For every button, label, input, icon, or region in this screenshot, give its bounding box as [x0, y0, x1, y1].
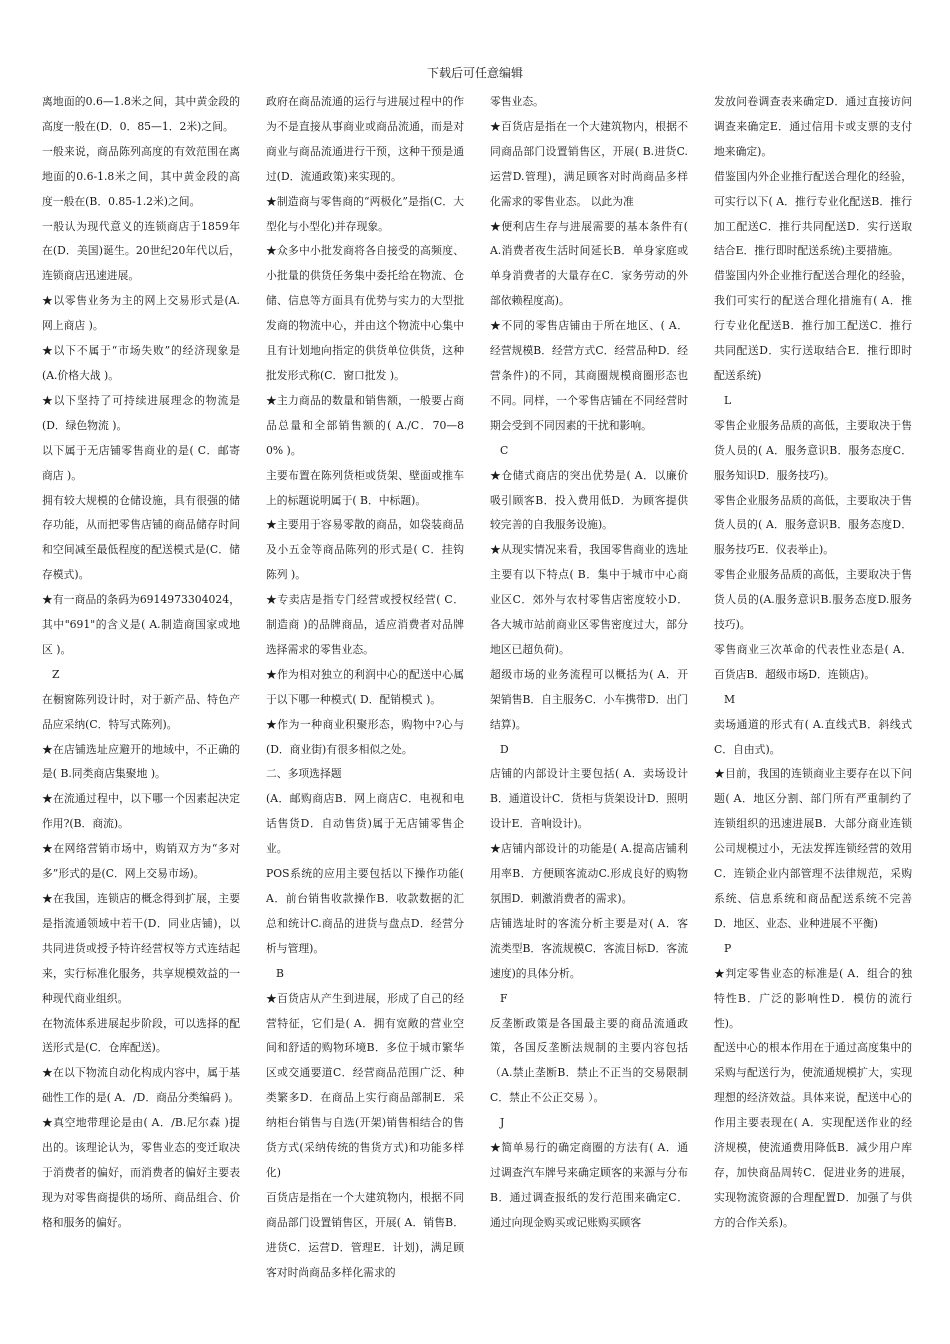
question-paragraph: ★真空地带理论是由( A．/B.尼尔森 )提出的。该理论认为，零售业态的变迁取决于消费者的偏好，而消费者的偏好主要表现为对零售商提供的场所、商品组合、价格和服务的偏好。 [42, 1116, 240, 1229]
question-paragraph: 超级市场的业务流程可以概括为( A．开架销售B．自主服务C．小车携带D．出门结算)。 [490, 667, 688, 731]
question-paragraph: 一般来说，商品陈列高度的有效范围在离地面的0.6-1.8米之间，其中黄金段的高度一般在(B．0.85-1.2米)之间。 [42, 144, 240, 208]
question-paragraph: ★在我国，连锁店的概念得到扩展，主要是指流通领域中若干(D．同业店铺)，以共同进货或授予特许经营权等方式连结起来，实行标准化服务，共享规模效益的一种现代商业组织。 [42, 892, 240, 1005]
question-paragraph: 零售企业服务品质的高低，主要取决于售货人员的( A．服务意识B．服务态度C．服务知识D．服务技巧)。 [714, 418, 912, 482]
question-paragraph: ★在店铺选址应避开的地域中，不正确的是( B.同类商店集聚地 )。 [42, 742, 240, 781]
question-paragraph: ★目前，我国的连锁商业主要存在以下问题( A．地区分割、部门所有严重制约了连锁组织的迅速进展B．大部分商业连锁公司规模过小，无法发挥连锁经营的效用C．连锁企业内部管理不法律规范，采购系统、信息系统和商品配送系统不完善D．地区、业态、业种进展不平衡) [714, 767, 912, 930]
text-column-2 [266, 90, 464, 1290]
question-paragraph: 卖场通道的形式有( A.直线式B．斜线式C．自由式)。 [714, 717, 912, 756]
question-paragraph: 二、多项选择题 [266, 767, 342, 781]
question-paragraph: 百货店是指在一个大建筑物内，根据不同商品部门设置销售区，开展( A．销售B．进货C．运营D．管理E．计划)，满足顾客对时尚商品多样化需求的 [266, 1190, 464, 1279]
section-letter-heading: Z [52, 667, 60, 681]
document-body [42, 90, 912, 1290]
question-paragraph: ★专卖店是指专门经营或授权经营( C．制造商 )的品牌商品，适应消费者对品牌选择需求的零售业态。 [266, 593, 464, 656]
page-header: 下载后可任意编辑 [426, 66, 523, 80]
question-paragraph: ★从现实情况来看，我国零售商业的选址主要有以下特点( B．集中于城市中心商业区C．郊外与农村零售店密度较小D．各大城市站前商业区零售密度过大，部分地区已超负荷)。 [490, 543, 688, 656]
question-paragraph: 零售业态。 [490, 95, 544, 108]
text-column-1 [42, 90, 240, 1290]
question-paragraph: ★百货店是指在一个大建筑物内，根据不同商品部门设置销售区，开展( B.进货C.运营D.管理)，满足顾客对时尚商品多样化需求的零售业态。 以此为准 [490, 119, 688, 208]
question-paragraph: POS系统的应用主要包括以下操作功能( A．前台销售收款操作B．收款数据的汇总和统计C.商品的进货与盘点D．经营分析与管理)。 [266, 867, 464, 955]
question-paragraph: ★众多中小批发商将各自接受的高频度、小批量的供货任务集中委托给在物流、仓储、信息等方面具有优势与实力的大型批发商的物流中心，并由这个物流中心集中且有计划地向指定的供货单位供货，这种批发形式称(C．窗口批发 )。 [266, 244, 464, 382]
section-letter-heading: M [724, 692, 736, 706]
question-paragraph: 在物流体系进展起步阶段，可以选择的配送形式是(C．仓库配送)。 [42, 1016, 240, 1055]
question-paragraph: 离地面的0.6—1.8米之间，其中黄金段的高度一般在(D．0．85—1．2米)之间。 [42, 95, 240, 133]
section-letter-heading: D [500, 742, 509, 756]
question-paragraph: ★判定零售业态的标准是( A．组合的独特性B．广泛的影响性D．模仿的流行性)。 [714, 966, 912, 1030]
question-paragraph: ★作为相对独立的利润中心的配送中心属于以下哪一种模式( D．配销模式 )。 [266, 667, 464, 706]
text-column-4 [714, 90, 912, 1290]
question-paragraph: ★在流通过程中，以下哪一个因素起决定作用?(B．商流)。 [42, 792, 240, 831]
question-paragraph: 店铺的内部设计主要包括( A．卖场设计B．通道设计C．货柜与货架设计D．照明设计E．音响设计)。 [490, 767, 688, 831]
section-letter-heading: B [276, 966, 284, 980]
question-paragraph: 一般认为现代意义的连锁商店于1859年在(D．美国)诞生。20世纪20年代以后，连锁商店迅速进展。 [42, 219, 240, 283]
question-paragraph: ★以下不属于“市场失败”的经济现象是(A.价格大战 )。 [42, 344, 240, 382]
question-paragraph: ★在网络营销市场中，购销双方为“多对多”形式的是(C．网上交易市场)。 [42, 842, 240, 881]
question-paragraph: ★不同的零售店铺由于所在地区、( A．经营规模B．经营方式C．经营品种D．经营条件)的不同，其商圈规模商圈形态也不同。同样，一个零售店铺在不同经营时期会受到不同因素的干扰和影响。 [490, 319, 688, 432]
question-paragraph: 零售企业服务品质的高低，主要取决于售货人员的( A．服务意识B．服务态度D．服务技巧E．仪表举止)。 [714, 493, 912, 557]
question-paragraph: ★制造商与零售商的“两极化”是指(C．大型化与小型化)并存现象。 [266, 194, 464, 233]
question-paragraph: 反垄断政策是各国最主要的商品流通政策，各国反垄断法规制的主要内容包括（A.禁止垄断B．禁止不正当的交易限制C．禁止不公正交易 ）。 [490, 1016, 688, 1105]
question-paragraph: 政府在商品流通的运行与进展过程中的作为不是直接从事商业或商品流通，而是对商业与商品流通进行干预，这种干预是通过(D．流通政策)来实现的。 [266, 95, 464, 183]
question-paragraph: 以下属于无店铺零售商业的是( C．邮寄商店 )。 [42, 443, 240, 482]
text-column-3 [490, 90, 688, 1290]
section-letter-heading: J [500, 1116, 505, 1130]
question-paragraph: 借鉴国内外企业推行配送合理化的经验，可实行以下( A．推行专业化配送B．推行加工配送C．推行共同配送D．实行送取结合E．推行即时配送系统)主要措施。 [714, 169, 912, 258]
question-paragraph: ★有一商品的条码为6914973304024，其中"691"的含义是( A.制造商国家或地区 )。 [42, 593, 240, 656]
question-paragraph: ★主要用于容易零散的商品，如袋装商品及小五金等商品陈列的形式是( C．挂钩陈列 )。 [266, 518, 464, 582]
question-paragraph: 借鉴国内外企业推行配送合理化的经验，我们可实行的配送合理化措施有( A．推行专业化配送B．推行加工配送C．推行共同配送D．实行送取结合E．推行即时配送系统) [714, 269, 912, 382]
question-paragraph: 在橱窗陈列设计时，对于新产品、特色产品应采纳(C．特写式陈列)。 [42, 692, 240, 731]
question-paragraph: ★作为一种商业积聚形态，购物中?心与(D．商业街)有很多相似之处。 [266, 717, 464, 756]
question-paragraph: 店铺选址时的客流分析主要是对( A．客流类型B．客流规模C．客流目标D．客流速度)的具体分析。 [490, 916, 688, 980]
question-paragraph: 发放问卷调查表来确定D．通过直接访问调查来确定E．通过信用卡或支票的支付地来确定)。 [714, 95, 912, 158]
section-letter-heading: F [500, 991, 508, 1005]
question-paragraph: ★在以下物流自动化构成内容中，属于基础性工作的是( A．/D．商品分类编码 )。 [42, 1066, 240, 1105]
question-paragraph: 零售企业服务品质的高低，主要取决于售货人员的(A.服务意识B.服务态度D.服务技巧)。 [714, 568, 912, 632]
question-paragraph: 零售商业三次革命的代表性业态是( A．百货店B．超级市场D．连锁店)。 [714, 642, 912, 681]
question-paragraph: ★便利店生存与进展需要的基本条件有( A.消费者夜生活时间延长B．单身家庭或单身消费者的大量存在C．家务劳动的外部依赖程度高)。 [490, 219, 688, 308]
question-paragraph: 配送中心的根本作用在于通过高度集中的采购与配送行为，使流通规模扩大，实现理想的经济效益。具体来说，配送中心的作用主要表现在( A．实现配送作业的经济规模，使流通费用降低B．减少用户库存，加快商品周转C．促进业务的进展，实现物流资源的合理配置D．加强了与供方的合作关系)。 [714, 1041, 912, 1229]
question-paragraph: ★以下坚持了可持续进展理念的物流是(D．绿色物流 )。 [42, 393, 240, 432]
question-paragraph: 主要布置在陈列货柜或货架、壁面或推车上的标题说明属于( B．中标题)。 [266, 468, 464, 507]
question-paragraph: (A．邮购商店B．网上商店C．电视和电话售货D．自动售货)属于无店铺零售企业。 [266, 792, 464, 856]
question-paragraph: ★简单易行的确定商圈的方法有( A．通过调查汽车牌号来确定顾客的来源与分布B．通过调查报纸的发行范围来确定C．通过向现金购买或记账购买顾客 [490, 1141, 688, 1229]
question-paragraph: ★店铺内部设计的功能是( A.提高店铺利用率B．方便顾客流动C.形成良好的购物氛围D．刺激消费者的需求)。 [490, 842, 688, 905]
section-letter-heading: P [724, 941, 732, 955]
question-paragraph: ★仓储式商店的突出优势是( A．以廉价吸引顾客B．投入费用低D．为顾客提供较完善的自我服务设施)。 [490, 468, 688, 532]
section-letter-heading: L [724, 393, 732, 407]
question-paragraph: ★百货店从产生到进展，形成了自己的经营特征，它们是( A．拥有宽敞的营业空间和舒适的购物环境B．多位于城市繁华区或交通要道C．经营商品范围广泛、种类繁多D．在商品上实行商品部制E．采纳柜台销售与自选(开架)销售相结合的售货方式(采纳传统的售货方式)和功能多样化) [266, 991, 464, 1179]
question-paragraph: ★主力商品的数量和销售额，一般要占商品总量和全部销售额的( A./C．70—80% )。 [266, 393, 464, 457]
question-paragraph: 拥有较大规模的仓储设施，具有很强的储存功能，从而把零售店铺的商品储存时间和空间减至最低程度的配送模式是(C．储存模式)。 [42, 493, 240, 582]
question-paragraph: ★以零售业务为主的网上交易形式是(A.网上商店 )。 [42, 294, 240, 333]
section-letter-heading: C [500, 443, 509, 457]
